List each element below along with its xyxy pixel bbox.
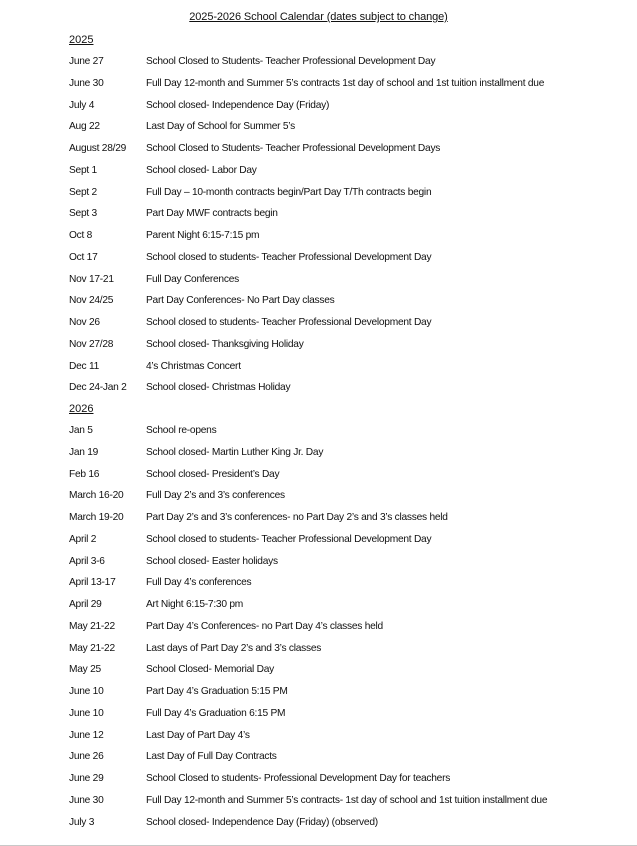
- event-description: School Closed to Students- Teacher Professional Development Day: [146, 56, 436, 67]
- event-description: School re-opens: [146, 425, 217, 436]
- event-date: April 2: [69, 533, 97, 545]
- event-description: School closed- Martin Luther King Jr. Day: [146, 446, 324, 458]
- calendar-row: [0, 447, 637, 463]
- event-date: Oct 17: [69, 251, 98, 263]
- event-date: May 21-22: [69, 642, 115, 654]
- event-description: Part Day MWF contracts begin: [146, 208, 278, 220]
- event-date: April 3-6: [69, 555, 105, 567]
- calendar-row: [0, 469, 637, 485]
- event-description: School Closed to students- Professional Development Day for teachers: [146, 773, 451, 784]
- event-date: June 10: [69, 686, 104, 697]
- event-date: Aug 22: [69, 121, 100, 133]
- calendar-row: [0, 295, 637, 311]
- event-description: School closed- Christmas Holiday: [146, 382, 291, 394]
- event-date: May 25: [69, 664, 101, 676]
- event-description: School closed to students- Teacher Professional Development Day: [146, 317, 432, 328]
- event-description: Art Night 6:15-7:30 pm: [146, 599, 243, 610]
- event-date: Nov 27/28: [69, 338, 114, 350]
- event-date: June 30: [69, 77, 104, 89]
- event-description: School closed- Easter holidays: [146, 555, 278, 567]
- calendar-row: [0, 339, 637, 355]
- calendar-row: [0, 121, 637, 137]
- calendar-row: [0, 730, 637, 746]
- event-date: Nov 24/25: [69, 295, 114, 307]
- event-description: School closed to students- Teacher Professional Development Day: [146, 251, 432, 263]
- event-description: Full Day – 10-month contracts begin/Part Day T/Th contracts begin: [146, 186, 432, 198]
- event-date: August 28/29: [69, 143, 127, 154]
- event-date: Sept 1: [69, 164, 97, 176]
- calendar-row: [0, 577, 637, 593]
- calendar-row: [0, 425, 637, 441]
- event-date: Nov 17-21: [69, 273, 114, 285]
- event-description: School Closed- Memorial Day: [146, 664, 275, 676]
- event-description: School Closed to Students- Teacher Professional Development Days: [146, 143, 441, 154]
- page-title: 2025-2026 School Calendar (dates subject to change): [189, 11, 448, 23]
- event-date: March 16-20: [69, 490, 124, 502]
- event-description: School closed- Independence Day (Friday) (observed): [146, 816, 378, 828]
- event-date: June 29: [69, 773, 104, 784]
- event-description: Full Day 12-month and Summer 5’s contracts 1st day of school and 1st tuition installment due: [146, 77, 545, 89]
- calendar-row: [0, 686, 637, 702]
- calendar-row: [0, 78, 637, 94]
- calendar-row: [0, 382, 637, 398]
- event-date: Dec 11: [69, 360, 100, 372]
- event-description: Full Day 2’s and 3’s conferences: [146, 490, 285, 502]
- event-description: School closed- Labor Day: [146, 164, 257, 176]
- event-description: 4’s Christmas Concert: [146, 360, 241, 372]
- calendar-row: [0, 773, 637, 789]
- event-date: July 4: [69, 99, 95, 111]
- event-date: June 30: [69, 794, 104, 806]
- year-heading-2026: 2026: [69, 403, 94, 415]
- calendar-row: [0, 643, 637, 659]
- event-description: Full Day Conferences: [146, 273, 239, 285]
- event-description: Part Day 4’s Conferences- no Part Day 4’s classes held: [146, 620, 383, 632]
- calendar-row: [0, 100, 637, 116]
- calendar-row: [0, 274, 637, 290]
- calendar-row: [0, 599, 637, 615]
- event-description: Full Day 4’s Graduation 6:15 PM: [146, 707, 286, 719]
- calendar-row: [0, 317, 637, 333]
- event-description: Part Day 4’s Graduation 5:15 PM: [146, 686, 288, 697]
- event-date: June 10: [69, 707, 104, 719]
- calendar-row: [0, 361, 637, 377]
- event-description: School closed- Independence Day (Friday): [146, 99, 330, 111]
- calendar-row: [0, 230, 637, 246]
- event-description: Last Day of School for Summer 5’s: [146, 121, 295, 133]
- calendar-row: [0, 56, 637, 72]
- calendar-row: [0, 534, 637, 550]
- calendar-row: [0, 165, 637, 181]
- calendar-row: [0, 490, 637, 506]
- event-description: Part Day Conferences- No Part Day classes: [146, 295, 335, 307]
- calendar-row: [0, 143, 637, 159]
- event-description: Last days of Part Day 2’s and 3’s classes: [146, 642, 322, 654]
- event-date: April 13-17: [69, 577, 116, 589]
- event-date: June 26: [69, 751, 104, 763]
- event-date: Nov 26: [69, 317, 100, 328]
- event-description: Last Day of Part Day 4’s: [146, 729, 250, 741]
- calendar-row: [0, 621, 637, 637]
- event-date: Sept 2: [69, 186, 97, 198]
- calendar-row: [0, 556, 637, 572]
- event-date: Jan 19: [69, 446, 99, 458]
- calendar-row: [0, 208, 637, 224]
- event-description: Parent Night 6:15-7:15 pm: [146, 230, 260, 241]
- calendar-row: [0, 252, 637, 268]
- event-date: June 12: [69, 729, 104, 741]
- calendar-row: [0, 751, 637, 767]
- calendar-row: [0, 664, 637, 680]
- event-date: April 29: [69, 599, 102, 610]
- event-date: Jan 5: [69, 425, 93, 436]
- calendar-row: [0, 187, 637, 203]
- calendar-row: [0, 817, 637, 833]
- calendar-row: [0, 708, 637, 724]
- event-date: June 27: [69, 56, 104, 67]
- calendar-row: [0, 512, 637, 528]
- event-date: Feb 16: [69, 468, 100, 480]
- event-description: School closed- President’s Day: [146, 468, 280, 480]
- event-description: Full Day 12-month and Summer 5’s contracts- 1st day of school and 1st tuition installment due: [146, 794, 548, 806]
- event-description: Last Day of Full Day Contracts: [146, 751, 277, 763]
- year-heading-2025: 2025: [69, 34, 94, 46]
- calendar-row: [0, 795, 637, 811]
- event-date: Sept 3: [69, 208, 97, 220]
- event-description: School closed to students- Teacher Professional Development Day: [146, 533, 432, 545]
- event-date: May 21-22: [69, 620, 115, 632]
- event-date: July 3: [69, 816, 95, 828]
- event-date: March 19-20: [69, 512, 124, 523]
- event-description: Part Day 2’s and 3’s conferences- no Part Day 2’s and 3’s classes held: [146, 512, 448, 523]
- event-description: Full Day 4’s conferences: [146, 577, 252, 589]
- event-description: School closed- Thanksgiving Holiday: [146, 338, 304, 350]
- event-date: Dec 24-Jan 2: [69, 382, 127, 394]
- event-date: Oct 8: [69, 230, 93, 241]
